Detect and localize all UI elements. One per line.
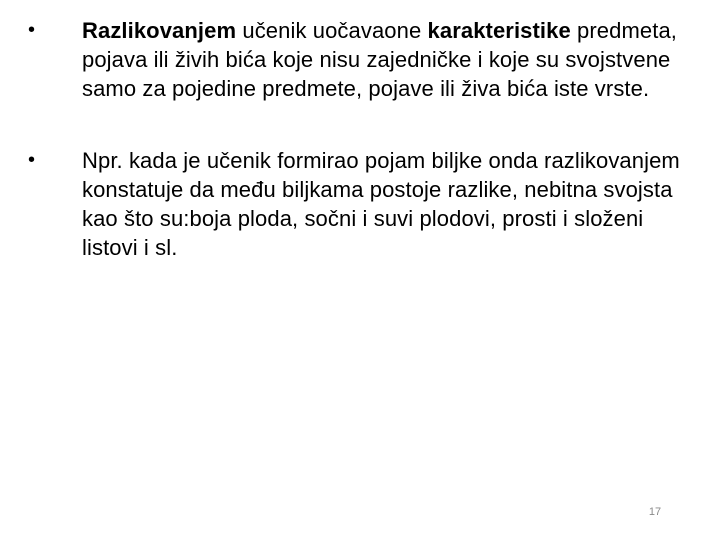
term-karakteristike: karakteristike [427,18,571,43]
text-segment: učenik uočavaone [236,18,428,43]
bullet-item-distinguishing [28,16,688,103]
text-segment: predmeta, pojava ili živih bića koje nisu zajedničke i koje su svojstvene samo za pojedine predmete, pojave ili živa bića iste vrste. [82,18,677,101]
page-number: 17 [648,506,662,518]
bullet-dot: • [28,19,36,41]
term-razlikovanjem: Razlikovanjem [82,18,237,43]
bullet-list [28,16,688,262]
text-segment: Npr. kada je učenik formirao pojam biljke onda razlikovanjem konstatuje da među biljkama postoje razlike, nebitna svojsta kao što su:boja ploda, sočni i suvi plodovi, prosti i složeni listovi i sl. [82,148,680,260]
bullet-dot: • [28,149,36,171]
bullet-item-example [28,146,688,262]
